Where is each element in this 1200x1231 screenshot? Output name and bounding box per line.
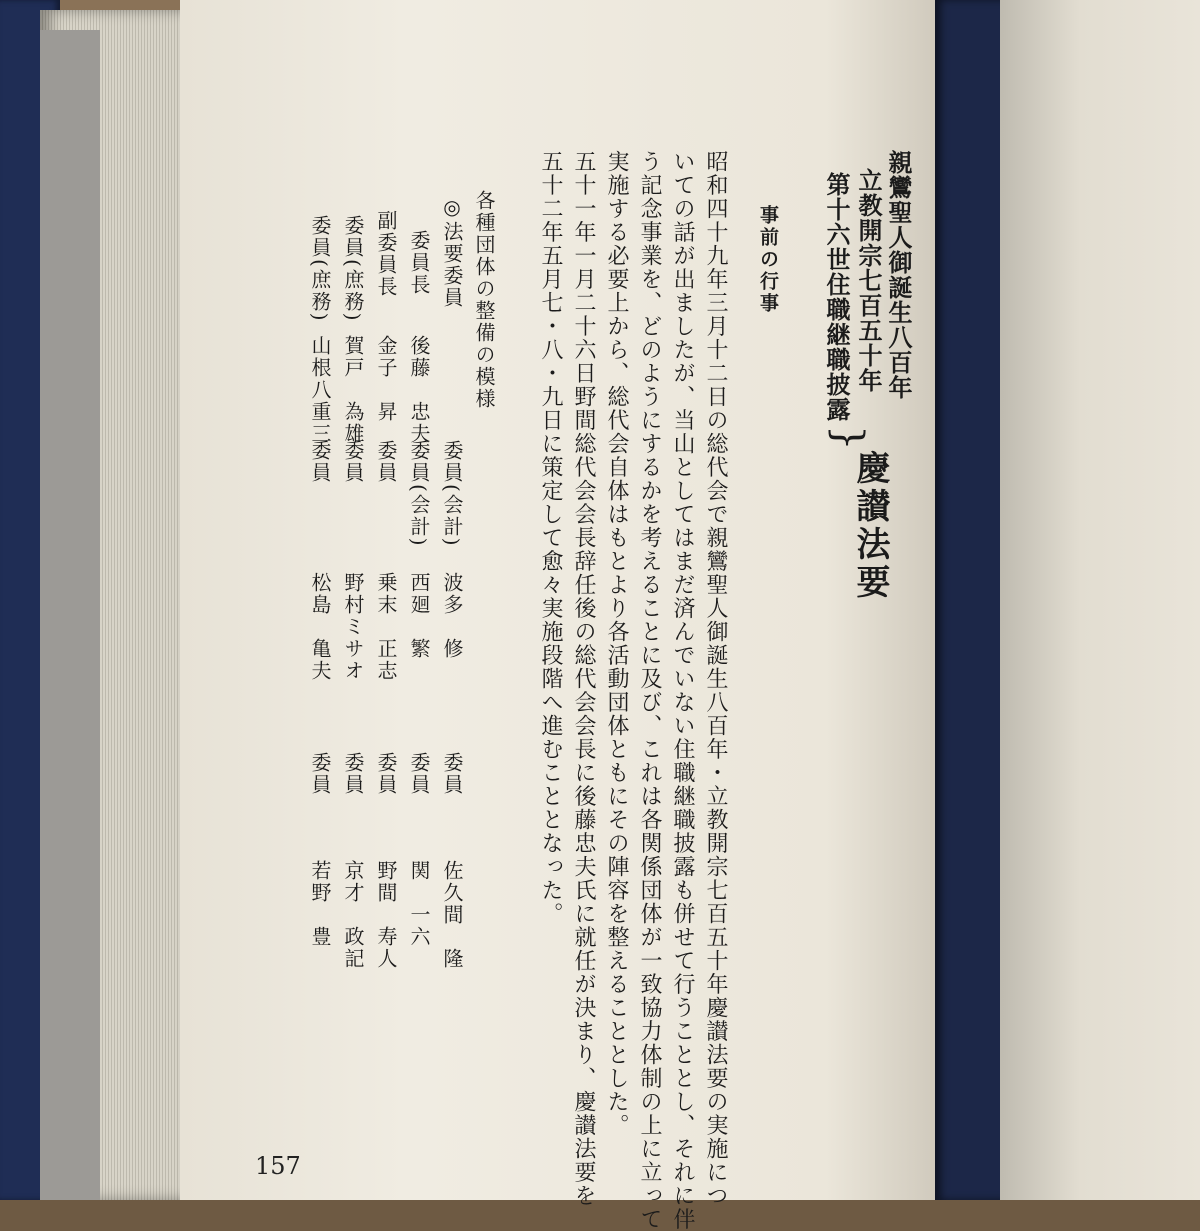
member-role: 委員 [308,752,332,796]
header-line-1: 親鸞聖人御誕生八百年 [884,150,913,400]
member-role: 委員 [407,752,431,796]
member-name: 後藤 忠夫 [407,335,431,445]
member-name: 金子 昇 [374,335,398,423]
inner-cover-panel [40,30,100,1200]
book-cover-right [935,0,1005,1200]
member-name: 賀戸 為雄 [341,335,365,445]
header-brace: } [825,425,871,451]
member-name: 関 一六 [407,860,431,948]
member-name: 波多 修 [440,572,464,660]
paragraph-line: 昭和四十九年三月十二日の総代会で親鸞聖人御誕生八百年・立教開宗七百五十年慶讃法要の実施につ [703,150,728,1208]
member-role: 委員(会計) [407,440,431,548]
member-role: 委員(庶務) [341,215,365,323]
member-name: 野村ミサオ [341,572,365,682]
member-role: 委員(会計) [440,440,464,548]
paragraph-line: う記念事業を、どのようにするかを考えることに及び、これは各関係団体が一致協力体制の上に立って [637,150,662,1231]
header-line-3: 第十六世住職継職披露 [822,172,851,422]
member-name: 野間 寿人 [374,860,398,970]
sub-heading: 各種団体の整備の模様 [472,190,496,410]
member-role: 委員長 [407,230,431,296]
member-name: 乗末 正志 [374,572,398,682]
member-role: 副委員長 [374,210,398,298]
section-title: 事前の行事 [757,205,779,315]
paragraph-line: 五十二年五月七・八・九日に策定して愈々実施段階へ進むこととなった。 [538,150,563,926]
member-role: 委員 [308,440,332,484]
member-name: 佐久間 隆 [440,860,464,970]
page-number: 157 [255,1152,301,1180]
member-name: 山根八重三 [308,335,332,445]
header-line-2: 立教開宗七百五十年 [854,168,883,393]
member-name: 松島 亀夫 [308,572,332,682]
paragraph-line: いての話が出ましたが、当山としてはまだ済んでいない住職継職披露も併せて行うこととし、それに伴 [670,150,695,1231]
committee-heading: ◎法要委員 [440,195,464,309]
paragraph-line: 実施する必要上から、総代会自体はもとより各活動団体ともにその陣容を整えることとした。 [604,150,629,1137]
member-role: 委員 [374,440,398,484]
page-title: 慶讃法要 [850,450,890,602]
member-name: 西廻 繁 [407,572,431,660]
member-role: 委員(庶務) [308,215,332,323]
member-name: 京才 政記 [341,860,365,970]
member-name: 若野 豊 [308,860,332,948]
paragraph-line: 五十一年一月二十六日野間総代会会長辞任後の総代会会長に後藤忠夫氏に就任が決まり、慶讃法要を [571,150,596,1208]
member-role: 委員 [341,752,365,796]
member-role: 委員 [440,752,464,796]
member-role: 委員 [341,440,365,484]
next-page [1000,0,1200,1200]
member-role: 委員 [374,752,398,796]
